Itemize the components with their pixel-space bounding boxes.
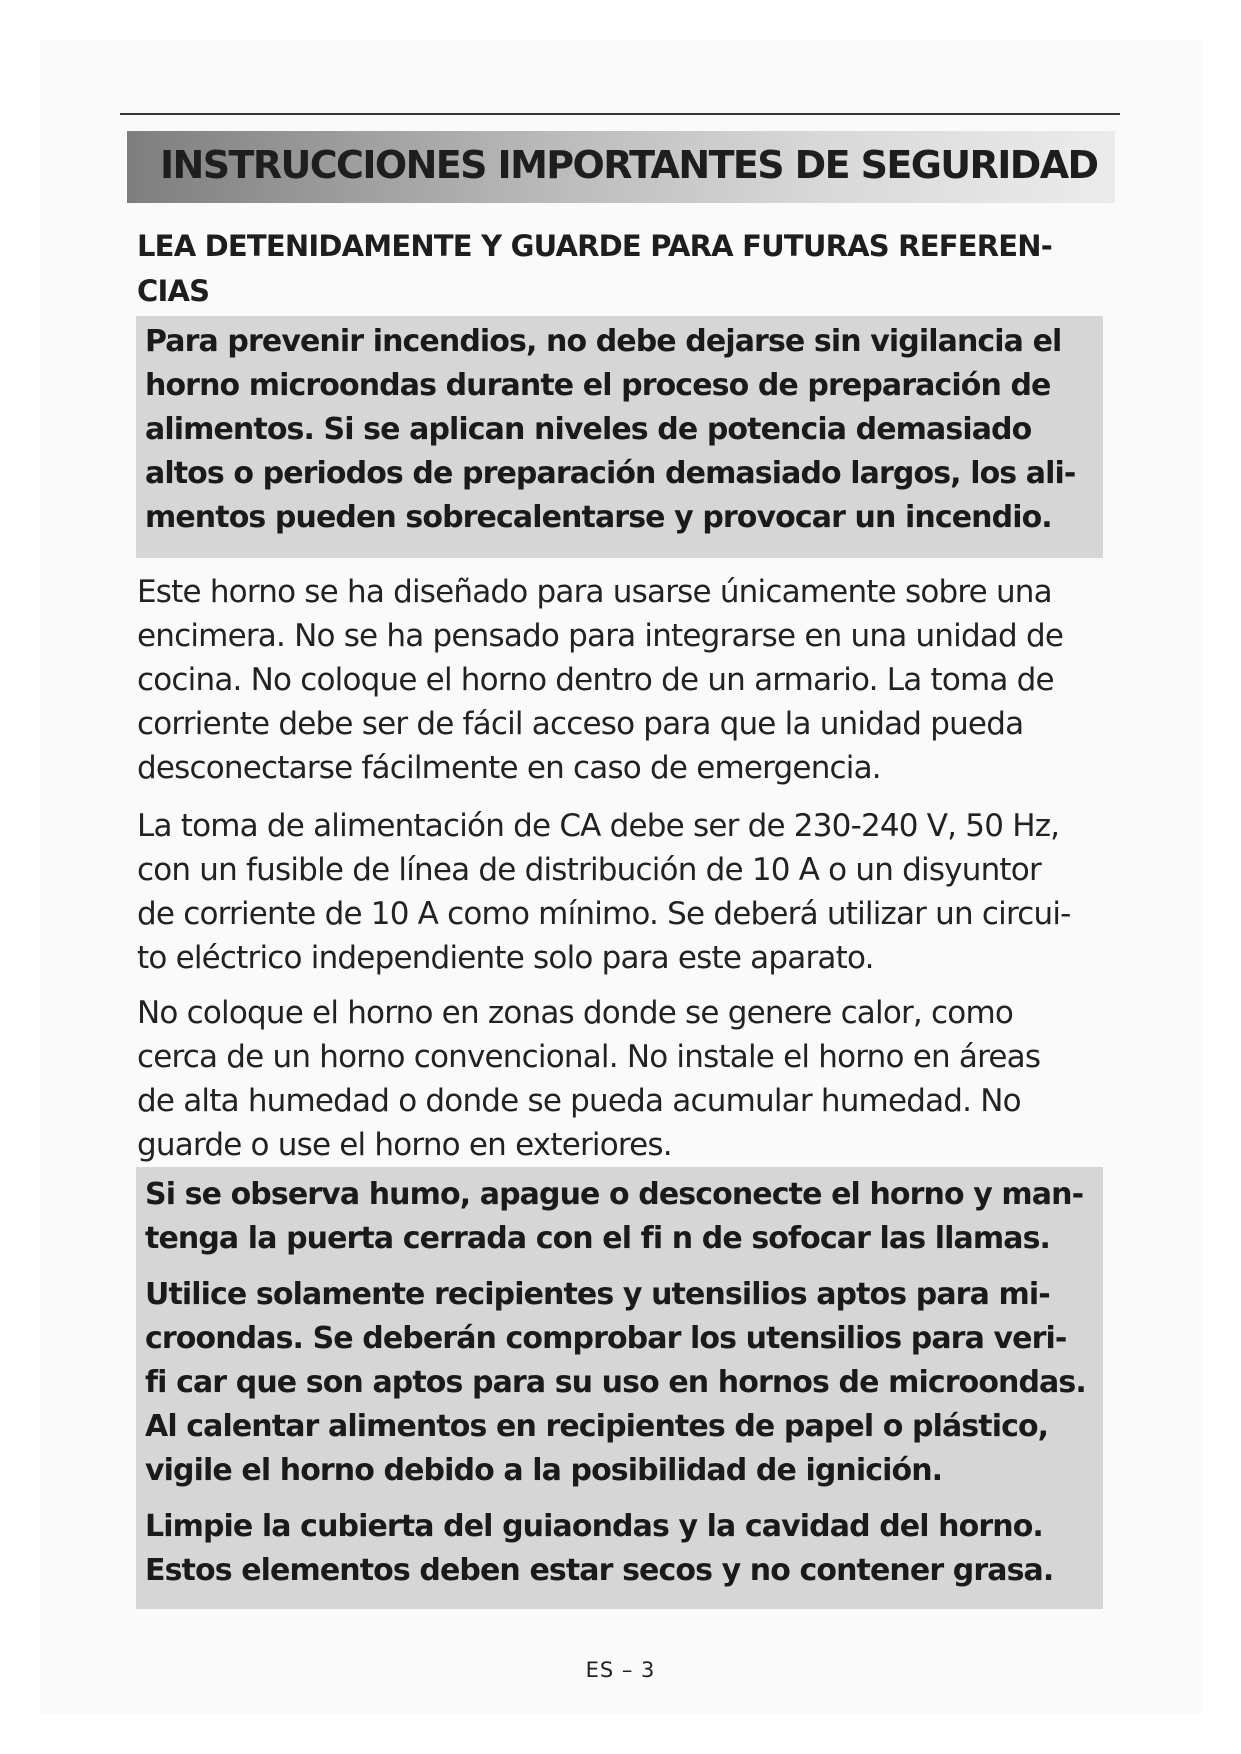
text-line: desconectarse fácilmente en caso de emergencia.: [137, 750, 881, 786]
text-line: Si se observa humo, apague o desconecte el horno y man-: [145, 1177, 1084, 1212]
text-line: tenga la puerta cerrada con el fi n de sofocar las llamas.: [145, 1221, 1051, 1256]
title-banner: [127, 131, 1115, 203]
warning-box-fire: [136, 316, 1103, 558]
text-line: vigile el horno debido a la posibilidad de ignición.: [145, 1453, 943, 1488]
text-line: Al calentar alimentos en recipientes de papel o plástico,: [145, 1409, 1049, 1444]
text-line: alimentos. Si se aplican niveles de potencia demasiado: [145, 412, 1032, 447]
paragraph-power-supply: [137, 804, 1071, 980]
text-line: fi car que son aptos para su uso en hornos de microondas.: [145, 1365, 1086, 1400]
text-line: Utilice solamente recipientes y utensilios aptos para mi-: [145, 1277, 1050, 1312]
page-title: INSTRUCCIONES IMPORTANTES DE SEGURIDAD: [160, 143, 1098, 187]
text-line: to eléctrico independiente solo para este aparato.: [137, 940, 874, 976]
text-line: cocina. No coloque el horno dentro de un armario. La toma de: [137, 662, 1054, 698]
text-line: corriente debe ser de fácil acceso para que la unidad pueda: [137, 706, 1024, 742]
text-line: guarde o use el horno en exteriores.: [137, 1127, 672, 1163]
text-line: encimera. No se ha pensado para integrarse en una unidad de: [137, 618, 1064, 654]
text-line: altos o periodos de preparación demasiado largos, los ali-: [145, 456, 1076, 491]
text-line: croondas. Se deberán comprobar los utensilios para veri-: [145, 1321, 1067, 1356]
text-line: Este horno se ha diseñado para usarse únicamente sobre una: [137, 574, 1052, 610]
top-divider: [120, 113, 1120, 115]
subtitle-line: LEA DETENIDAMENTE Y GUARDE PARA FUTURAS REFEREN-: [137, 229, 1052, 263]
warning-paragraph-cleaning: [145, 1505, 1103, 1593]
warning-box-safety: [136, 1167, 1103, 1609]
text-line: Para prevenir incendios, no debe dejarse sin vigilancia el: [145, 324, 1062, 359]
text-line: de corriente de 10 A como mínimo. Se deberá utilizar un circui-: [137, 896, 1071, 932]
text-line: horno microondas durante el proceso de preparación de: [145, 368, 1051, 403]
subtitle: [137, 224, 1097, 314]
text-line: con un fusible de línea de distribución de 10 A o un disyuntor: [137, 852, 1041, 888]
page-number: ES – 3: [585, 1658, 656, 1682]
paragraph-placement: [137, 991, 1040, 1167]
text-line: de alta humedad o donde se pueda acumular humedad. No: [137, 1083, 1021, 1119]
text-line: cerca de un horno convencional. No instale el horno en áreas: [137, 1039, 1041, 1075]
warning-paragraph: [145, 320, 1103, 540]
text-line: mentos pueden sobrecalentarse y provocar un incendio.: [145, 500, 1052, 535]
text-line: La toma de alimentación de CA debe ser de 230-240 V, 50 Hz,: [137, 808, 1060, 844]
text-line: No coloque el horno en zonas donde se genere calor, como: [137, 995, 1014, 1031]
warning-paragraph-containers: [145, 1273, 1103, 1493]
paragraph-installation: [137, 570, 1063, 790]
text-line: Limpie la cubierta del guiaondas y la cavidad del horno.: [145, 1509, 1043, 1544]
subtitle-line: CIAS: [137, 274, 210, 308]
warning-paragraph-smoke: [145, 1173, 1103, 1261]
text-line: Estos elementos deben estar secos y no contener grasa.: [145, 1553, 1054, 1588]
